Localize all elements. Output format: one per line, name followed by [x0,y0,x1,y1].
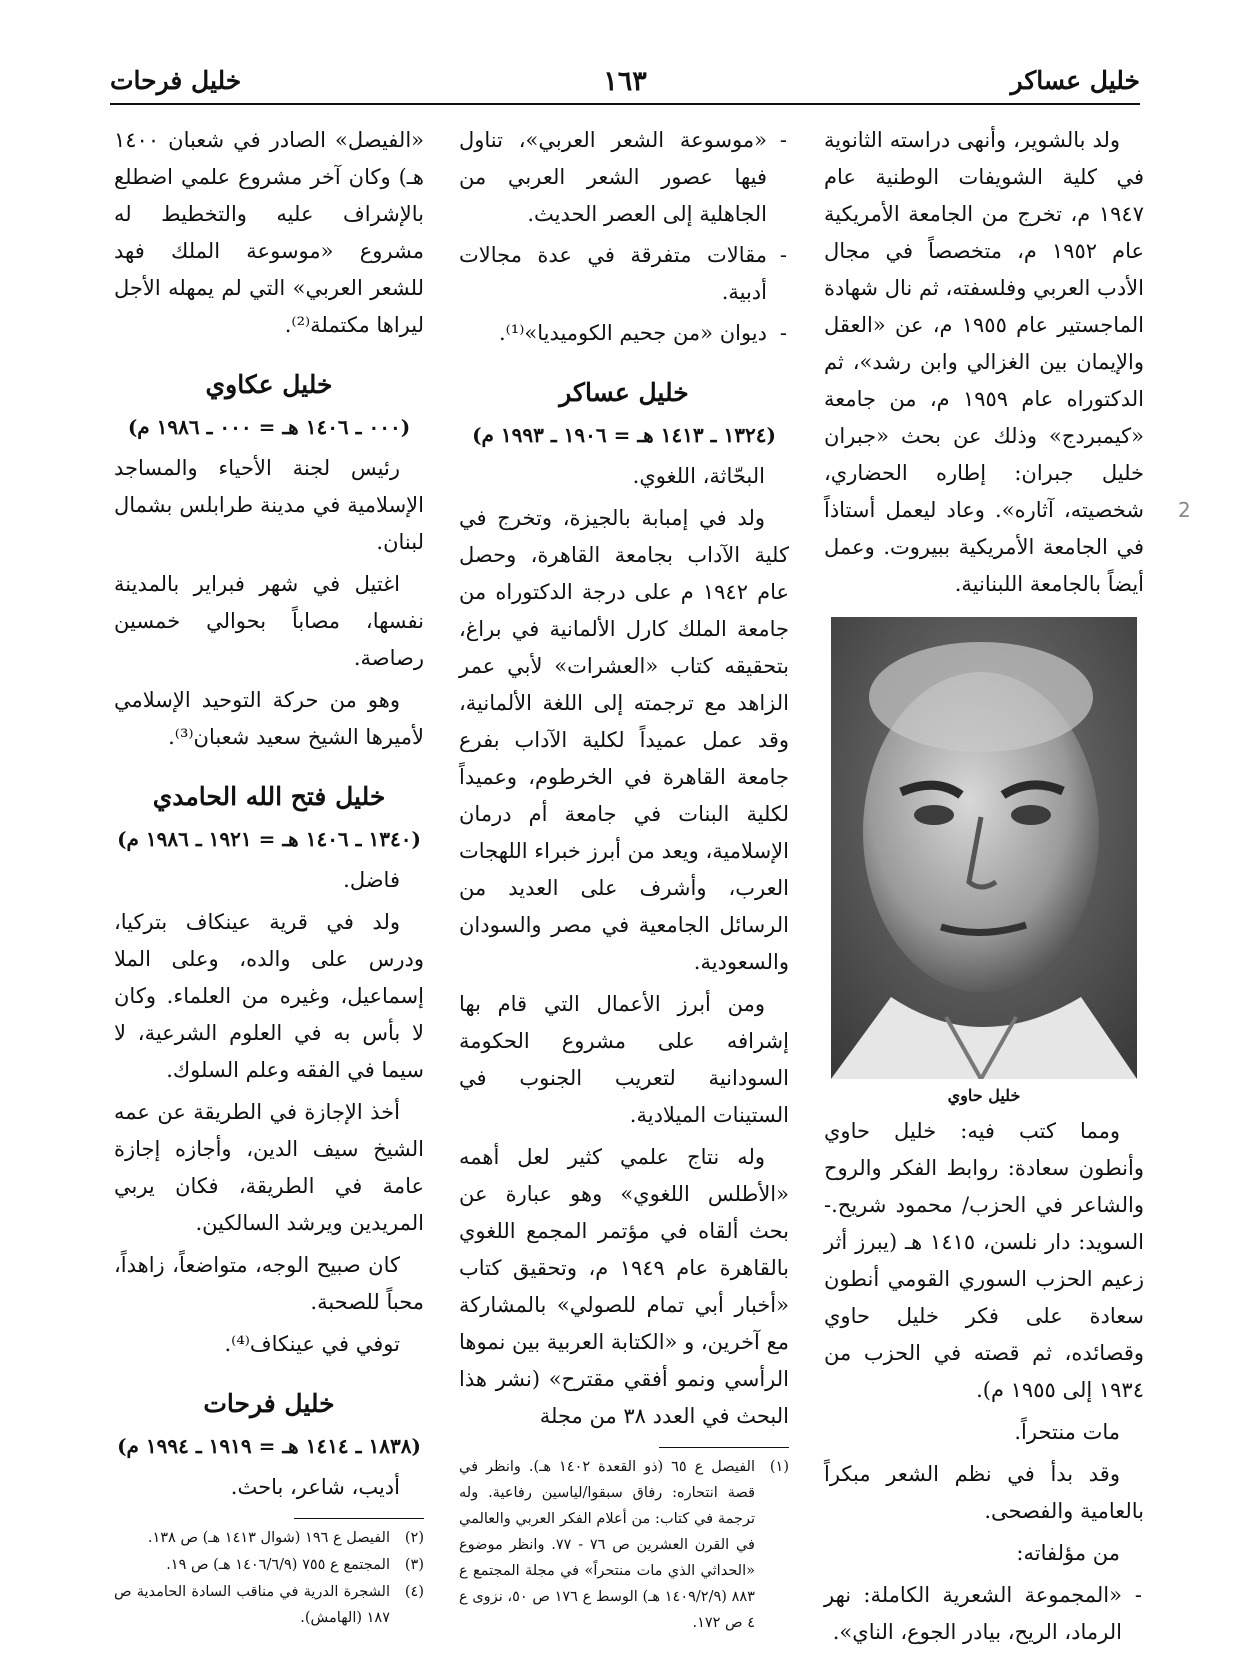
footnote-rule [659,1447,789,1448]
column-middle [459,122,789,1637]
portrait-figure [831,617,1137,1079]
footnote-number: (٢) [404,1530,424,1546]
paragraph: توفي في عينكاف⁽⁴⁾. [224,1332,400,1356]
footnotes [114,1525,424,1631]
entry-dates: (٠٠٠ ـ ١٤٠٦ هـ = ٠٠٠ ـ ١٩٨٦ م) [127,415,411,439]
footnotes [459,1454,789,1636]
column-right [824,122,1144,1657]
paragraph: وهو من حركة التوحيد الإسلامي لأميرها الشيخ سعيد شعبان⁽³⁾. [114,688,424,749]
footnote-text: المجتمع ع ٧٥٥ (١٤٠٦/٦/٩ هـ) ص ١٩. [166,1557,390,1573]
footnote [459,1454,789,1636]
entry-title: خليل فرحات [203,1389,335,1418]
paragraph: أخذ الإجازة في الطريقة عن عمه الشيخ سيف الدين، وأجازه إجازة عامة في الطريقة، فكان يربي المريدين ويرشد السالكين. [114,1100,424,1235]
running-head-right: خليل عساكر [1010,66,1140,95]
column-left [114,122,424,1632]
entry-dates: (١٨٣٨ ـ ١٤١٤ هـ = ١٩١٩ ـ ١٩٩٤ م) [117,1434,421,1458]
list-item: - ديوان «من جحيم الكوميديا»⁽¹⁾. [459,315,789,352]
footnote-number: (١) [769,1459,789,1475]
entry-title: خليل فتح الله الحامدي [152,782,386,811]
entry-role: أديب، شاعر، باحث. [230,1475,400,1499]
footnote-text: الفيصل ع ٦٥ (ذو القعدة ١٤٠٢ هـ). وانظر في قصة انتحاره: رفاق سبقوا/لياسين رفاعية. وله ترجمة في كتاب: من أعلام الفكر العربي والعالمي في القرن العشرين ص ٧٦ - ٧٧. وانظر موضوع «الحداثي الذي مات منتحراً» في مجلة المجتمع ع ٨٨٣ (١٤٠٩/٢/٩ هـ) الوسط ع ١٧٦ ص ٥٠، نزوى ع ٤ ص ١٧٢. [459,1459,755,1631]
header-rule [110,103,1140,105]
margin-pencil-mark: 2 [1178,498,1191,522]
entry-title: خليل عساكر [559,378,689,407]
photo-caption: خليل حاوي [947,1086,1021,1105]
paragraph: ولد في قرية عينكاف بتركيا، ودرس على والده، وعلى الملا إسماعيل، وغيره من العلماء. وكان لا بأس به في العلوم الشرعية، لا سيما في الفقه وعلم السلوك. [114,910,424,1082]
footnote [114,1552,424,1578]
list-item: - «موسوعة الشعر العربي»، تناول فيها عصور الشعر العربي من الجاهلية إلى العصر الحديث. [459,122,789,233]
works-list [459,122,789,352]
paragraph: وله نتاج علمي كثير لعل أهمه «الأطلس اللغوي» وهو عبارة عن بحث ألقاه في مؤتمر المجمع اللغوي بالقاهرة عام ١٩٤٩ م، وتحقيق كتاب «أخبار أبي تمام للصولي» بالمشاركة مع آخرين، و «الكتابة العربية بين نموها الرأسي ونمو أفقي مقترح» (نشر هذا البحث في العدد ٣٨ من مجلة [458,1145,789,1428]
list-item: - «المجموعة الشعرية الكاملة: نهر الرماد، الريح، بيادر الجوع، الناي». [824,1577,1144,1651]
footnote [114,1525,424,1551]
footnote-number: (٤) [404,1584,424,1600]
paragraph: وقد بدأ في نظم الشعر مبكراً بالعامية والفصحى. [824,1462,1144,1523]
paragraph: ولد في إمبابة بالجيزة، وتخرج في كلية الآداب بجامعة القاهرة، وحصل عام ١٩٤٢ م على درجة الدكتوراه من جامعة الملك كارل الألمانية في براغ، بتحقيقه كتاب «العشرات» لأبي عمر الزاهد مع ترجمته إلى اللغة الألمانية، وقد عمل عميداً لكلية الآداب بفرع جامعة القاهرة في الخرطوم، وعميداً لكلية البنات في جامعة أم درمان الإسلامية، ويعد من أبرز خبراء اللهجات العرب، وأشرف على العديد من الرسائل الجامعية في مصر والسودان والسعودية. [459,506,790,974]
page-number: ١٦٣ [603,66,647,97]
paragraph: من مؤلفاته: [1016,1541,1120,1565]
entry-dates: (١٣٢٤ ـ ١٤١٣ هـ = ١٩٠٦ ـ ١٩٩٣ م) [472,423,776,447]
paragraph: ومن أبرز الأعمال التي قام بها إشرافه على مشروع الحكومة السودانية لتعريب الجنوب في الستينات الميلادية. [459,992,789,1127]
paragraph: ولد بالشوير، وأنهى دراسته الثانوية في كلية الشويفات الوطنية عام ١٩٤٧ م، تخرج من الجامعة الأمريكية عام ١٩٥٢ م، متخصصاً في مجال الأدب العربي وفلسفته، ثم نال شهادة الماجستير عام ١٩٥٥ م، عن «العقل والإيمان بين الغزالي وابن رشد»، ثم الدكتوراه عام ١٩٥٩ م، من جامعة «كيمبردج» وذلك عن بحث «جبران خليل جبران: إطاره الحضاري، شخصيته، آثاره». وعاد ليعمل أستاذاً في الجامعة الأمريكية ببيروت. وعمل أيضاً بالجامعة اللبنانية. [824,128,1145,596]
footnote-text: الشجرة الدرية في مناقب السادة الحامدية ص ١٨٧ (الهامش). [114,1584,390,1626]
paragraph: مات منتحراً. [1014,1420,1120,1444]
running-head-left: خليل فرحات [110,66,242,95]
footnote [114,1579,424,1631]
works-list [824,1577,1144,1651]
footnote-rule [294,1518,424,1519]
paragraph: ومما كتب فيه: خليل حاوي وأنطون سعادة: روابط الفكر والروح والشاعر في الحزب/ محمود شريح.- السويد: دار نلسن، ١٤١٥ هـ (يبرز أثر زعيم الحزب السوري القومي أنطون سعادة على فكر خليل حاوي وقصائده، ثم قصته في الحزب من ١٩٣٤ إلى ١٩٥٥ م). [824,1119,1144,1402]
page-header [110,66,1140,106]
footnote-number: (٣) [404,1557,424,1573]
entry-title: خليل عكاوي [205,370,333,399]
entry-role: فاضل. [343,868,400,892]
paragraph: رئيس لجنة الأحياء والمساجد الإسلامية في مدينة طرابلس بشمال لبنان. [114,456,424,554]
paragraph: كان صبيح الوجه، متواضعاً، زاهداً، محباً للصحبة. [114,1253,424,1314]
paragraph: «الفيصل» الصادر في شعبان ١٤٠٠ هـ) وكان آخر مشروع علمي اضطلع بالإشراف عليه والتخطيط له مشروع «موسوعة الملك فهد للشعر العربي» التي لم يمهله الأجل ليراها مكتملة⁽²⁾. [114,128,424,337]
footnote-text: الفيصل ع ١٩٦ (شوال ١٤١٣ هـ) ص ١٣٨. [147,1530,390,1546]
list-item: - مقالات متفرقة في عدة مجالات أدبية. [459,237,789,311]
entry-dates: (١٣٤٠ ـ ١٤٠٦ هـ = ١٩٢١ ـ ١٩٨٦ م) [117,827,421,851]
entry-role: البحّاثة، اللغوي. [632,464,765,488]
portrait-photo [831,617,1137,1079]
paragraph: اغتيل في شهر فبراير بالمدينة نفسها، مصاباً بحوالي خمسين رصاصة. [114,572,424,670]
